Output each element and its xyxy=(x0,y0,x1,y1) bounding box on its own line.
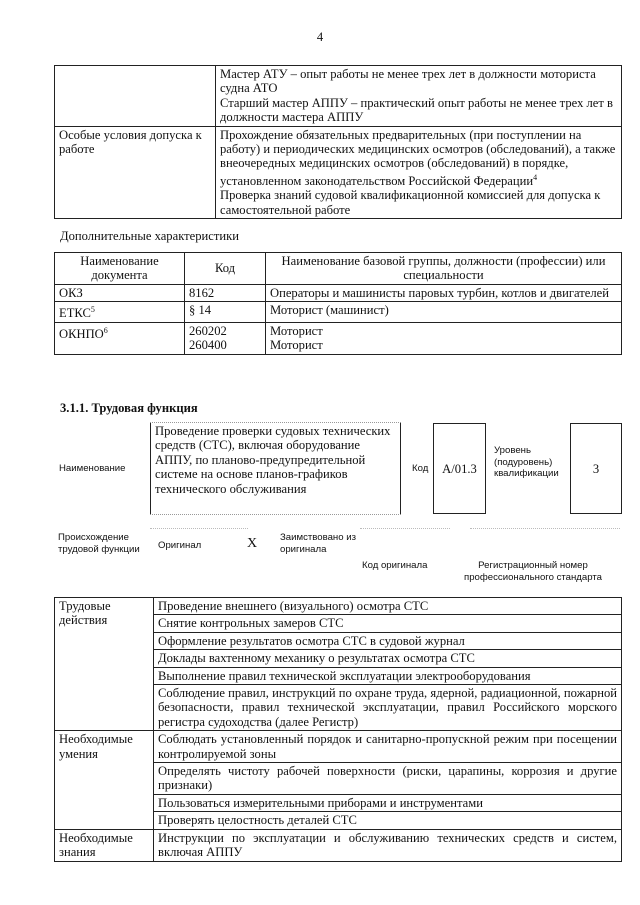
qualification-level-box xyxy=(570,423,622,514)
code-label: Код xyxy=(412,463,429,474)
header-document: Наименование документа xyxy=(55,253,185,285)
borrowed-label: Заимствовано из оригинала xyxy=(280,532,356,555)
list-item: Проверять целостность деталей СТС xyxy=(154,812,622,829)
requirement-line: Мастер АТУ – опыт работы не менее трех лет в должности моториста судна АТО xyxy=(220,67,596,96)
page-number: 4 xyxy=(316,30,324,44)
table-row: ОКЗ 8162 Операторы и машинисты паровых турбин, котлов и двигателей xyxy=(55,284,622,301)
medical-exam-requirement: Прохождение обязательных предварительных (при поступлении на работу) и периодических медицинских осмотров (обследований), а также внеочередных медицинских осмотров (обследований) в порядке, установленном законодательством Российской Федерации$^4$ xyxy=(220,127,616,189)
function-code-value: А/01.3 xyxy=(442,462,477,476)
section-title-knowledge: Необходимые знания xyxy=(55,829,154,861)
knowledge-check-requirement: Проверка знаний судовой квалификационной комиссией для допуска к самостоятельной работе xyxy=(220,188,601,217)
footnote-4: 4 xyxy=(533,172,538,182)
qualification-requirements-table xyxy=(54,65,622,219)
list-item: Доклады вахтенному механику о результатах осмотра СТС xyxy=(154,650,622,667)
list-item: Пользоваться измерительными приборами и инструментами xyxy=(154,794,622,811)
list-item: Определять чистоту рабочей поверхности (риски, царапины, коррозия и другие признаки) xyxy=(154,763,622,795)
table-row: ЕТКС$^5$ § 14 Моторист (машинист) xyxy=(55,302,622,323)
requirement-line: Старший мастер АППУ – практический опыт работы не менее трех лет в должности мастера АППУ xyxy=(220,95,613,125)
qualification-level-label: Уровень (подуровень) квалификации xyxy=(494,445,559,479)
function-name-value: Проведение проверки судовых технических средств (СТС), включая оборудование АППУ, по планово-предупредительной системе на основе планов-графиков технического обслуживания xyxy=(155,424,391,496)
list-item: Снятие контрольных замеров СТС xyxy=(154,615,622,632)
origin-label: Происхождение трудовой функции xyxy=(58,532,140,555)
original-label: Оригинал xyxy=(158,540,202,551)
function-code-box xyxy=(433,423,486,514)
additional-characteristics-heading: Дополнительные характеристики xyxy=(60,229,239,243)
footnote-6: 6 xyxy=(103,325,108,335)
special-conditions-label: Особые условия допуска к работе xyxy=(55,126,216,219)
list-item: Соблюдение правил, инструкций по охране труда, ядерной, радиационной, пожарной безопасности, правил технической эксплуатации, правил Российского морского регистра судоходства (далее Регистр) xyxy=(154,685,622,731)
name-label: Наименование xyxy=(59,463,126,474)
code-original-label: Код оригинала xyxy=(362,560,428,571)
list-item: Оформление результатов осмотра СТС в судовой журнал xyxy=(154,632,622,649)
registration-number-label: Регистрационный номер профессионального стандарта xyxy=(464,560,602,583)
header-code: Код xyxy=(185,253,266,285)
section-title-actions: Трудовые действия xyxy=(55,598,154,731)
list-item: Проведение внешнего (визуального) осмотра СТС xyxy=(154,598,622,615)
section-title-skills: Необходимые умения xyxy=(55,731,154,829)
function-name-box xyxy=(150,423,401,514)
qualification-level-value: 3 xyxy=(592,462,600,476)
list-item: Выполнение правил технической эксплуатации электрооборудования xyxy=(154,667,622,684)
additional-characteristics-table xyxy=(54,252,622,355)
list-item: Инструкции по эксплуатации и обслуживанию технических средств и систем, включая АППУ xyxy=(154,829,622,861)
list-item: Соблюдать установленный порядок и санитарно-пропускной режим при посещении контролируемой зоны xyxy=(154,731,622,763)
table-row: ОКНПО$^6$ 260202 260400 Моторист Моторист xyxy=(55,322,622,354)
header-name: Наименование базовой группы, должности (профессии) или специальности xyxy=(266,253,622,285)
labor-function-heading: 3.1.1. Трудовая функция xyxy=(60,401,198,415)
footnote-5: 5 xyxy=(90,305,95,315)
labor-function-table xyxy=(54,597,622,862)
original-mark: X xyxy=(247,536,258,551)
